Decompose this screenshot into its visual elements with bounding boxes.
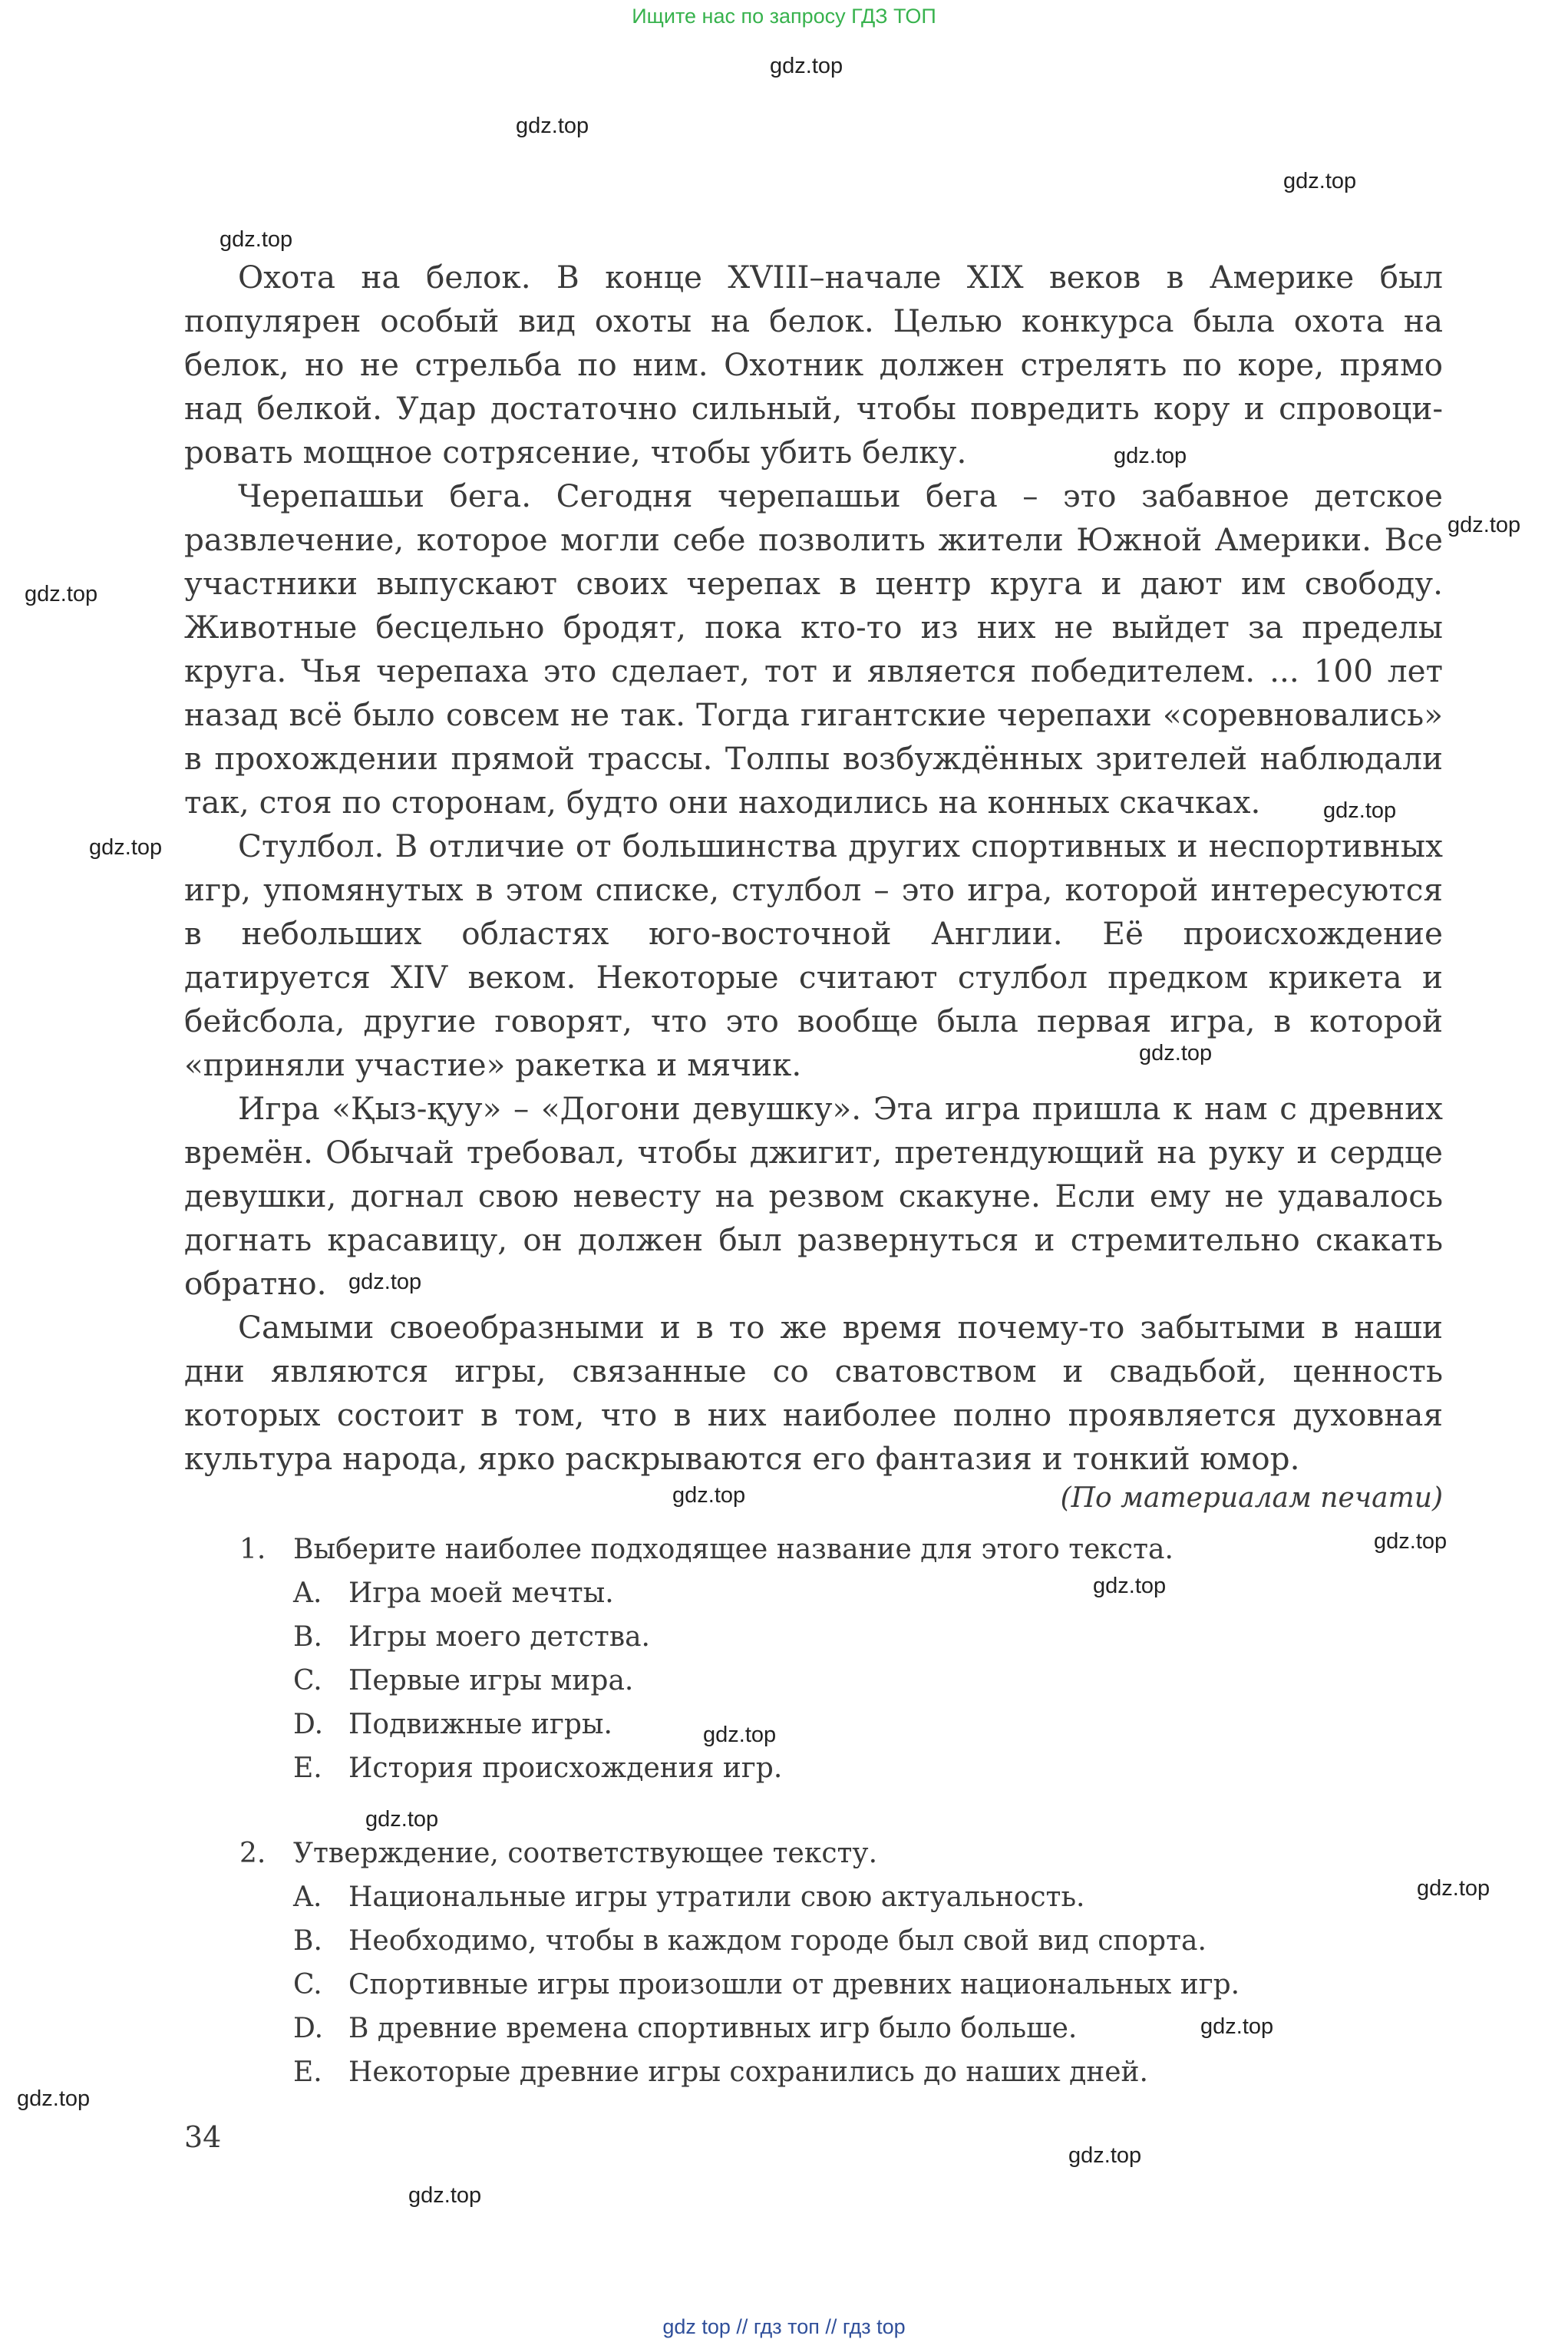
option-text: Необходимо, чтобы в каждом городе был свой вид спорта. bbox=[348, 1925, 1207, 1957]
option-letter: C. bbox=[293, 1969, 322, 2000]
watermark: gdz.top bbox=[365, 1807, 439, 1832]
watermark: gdz.top bbox=[17, 2086, 91, 2111]
watermark: gdz.top bbox=[1374, 1529, 1448, 1554]
question-number: 2. bbox=[239, 1838, 266, 1869]
watermark: gdz.top bbox=[348, 1270, 422, 1294]
option-letter: E. bbox=[293, 2057, 322, 2088]
option-letter: D. bbox=[293, 2013, 324, 2044]
option-text: Некоторые древние игры сохранились до наших дней. bbox=[348, 2057, 1148, 2088]
watermark: gdz.top bbox=[408, 2183, 482, 2208]
watermark: gdz.top bbox=[1200, 2014, 1274, 2039]
watermark: gdz.top bbox=[672, 1483, 746, 1508]
source-attribution: (По материалам печати) bbox=[1060, 1482, 1443, 1514]
option-text: Игры моего детства. bbox=[348, 1621, 650, 1653]
watermark: gdz.top bbox=[770, 54, 843, 78]
option-letter: D. bbox=[293, 1709, 324, 1740]
paragraph-squirrel-hunting: Охота на белок. В конце XVIII–начале XIX веков в Америке был популярен особый вид охоты на белок. Целью конкурса была охота на белок, но не стрельба по ним. Охотник должен стрелять по коре, прямо над белкой. Удар достаточно сильный, чтобы повредить кору и спровоцировать мощное сотрясение, чтобы убить белку. bbox=[184, 259, 1443, 471]
watermark: gdz.top bbox=[89, 835, 163, 860]
question-number: 1. bbox=[239, 1534, 266, 1565]
page-number: 34 bbox=[184, 2120, 222, 2154]
answer-option bbox=[293, 1875, 1467, 1919]
watermark: gdz.top bbox=[1093, 1574, 1167, 1598]
watermark: gdz.top bbox=[1323, 798, 1397, 823]
option-letter: A. bbox=[293, 1881, 322, 1913]
answer-option bbox=[293, 1963, 1467, 2007]
paragraph-turtle-races: Черепашьи бега. Сегодня черепашьи бега – это забавное детское развлечение, которое могли себе позволить жители Южной Америки. Все участники выпускают своих черепах в центр круга и дают им свободу. Животные бесцельно бродят, пока кто-то из них не выйдет за пределы круга. Чья черепаха это сделает, тот и является победителем. ... 100 лет назад всё было совсем не так. Тогда гигантские черепахи «соревновались» в прохождении прямой трассы. Толпы возбуждённых зрителей наблюдали так, стоя по сторонам, будто они находились на конных скачках. bbox=[184, 477, 1443, 821]
watermark: gdz.top bbox=[25, 582, 98, 606]
watermark: gdz.top bbox=[1283, 169, 1357, 193]
watermark: gdz.top bbox=[1417, 1876, 1490, 1901]
option-text: В древние времена спортивных игр было больше. bbox=[348, 2013, 1078, 2044]
answer-option bbox=[293, 1919, 1467, 1963]
top-banner[interactable]: Ищите нас по запросу ГДЗ ТОП bbox=[632, 5, 936, 28]
option-letter: B. bbox=[293, 1621, 322, 1653]
option-letter: E. bbox=[293, 1753, 322, 1784]
article-body bbox=[184, 256, 1443, 1481]
question-stem bbox=[239, 1528, 1467, 1571]
answer-option bbox=[293, 1703, 1467, 1746]
question-1 bbox=[239, 1528, 1467, 1790]
watermark: gdz.top bbox=[1068, 2143, 1142, 2168]
option-text: Спортивные игры произошли от древних национальных игр. bbox=[348, 1969, 1240, 2000]
option-letter: A. bbox=[293, 1578, 322, 1609]
question-2 bbox=[239, 1832, 1467, 2094]
answer-option bbox=[293, 2007, 1467, 2050]
option-letter: B. bbox=[293, 1925, 322, 1957]
footer-links[interactable]: gdz top // гдз топ // гдз top bbox=[662, 2315, 906, 2338]
option-text: История происхождения игр. bbox=[348, 1753, 783, 1784]
answer-option bbox=[293, 1615, 1467, 1659]
watermark: gdz.top bbox=[703, 1723, 777, 1747]
paragraph-kyz-kuu: Игра «Қыз-қуу» – «Догони девушку». Эта игра пришла к нам с древних времён. Обычай требовал, чтобы джигит, претендующий на руку и сердце девушки, догнал свою невесту на резвом скакуне. Если ему не удавалось догнать красавицу, он должен был развернуться и стремительно скакать обратно. bbox=[184, 1090, 1443, 1302]
question-text: Выберите наиболее подходящее название для этого текста. bbox=[293, 1534, 1174, 1565]
watermark: gdz.top bbox=[516, 114, 589, 138]
question-stem bbox=[239, 1832, 1467, 1875]
answer-option bbox=[293, 2050, 1467, 2094]
answer-option bbox=[293, 1746, 1467, 1790]
option-text: Игра моей мечты. bbox=[348, 1578, 614, 1609]
paragraph-conclusion: Самыми своеобразными и в то же время почему-то забытыми в наши дни являются игры, связанные со сватовством и свадьбой, ценность которых состоит в том, что в них наиболее полно проявляется духовная культура народа, ярко раскрываются его фантазия и тонкий юмор. bbox=[184, 1309, 1443, 1477]
answer-option bbox=[293, 1571, 1467, 1615]
watermark: gdz.top bbox=[220, 227, 293, 252]
watermark: gdz.top bbox=[1448, 513, 1521, 537]
option-text: Первые игры мира. bbox=[348, 1665, 634, 1696]
watermark: gdz.top bbox=[1114, 444, 1187, 468]
option-letter: C. bbox=[293, 1665, 322, 1696]
paragraph-stoolball: Стулбол. В отличие от большинства других спортивных и неспортивных игр, упомянутых в этом списке, стулбол – это игра, которой интересуются в небольших областях юго-восточной Англии. Её происхождение датируется XIV веком. Некоторые считают стулбол предком крикета и бейсбола, другие говорят, что это вообще была первая игра, в которой «приняли участие» ракетка и мячик. bbox=[184, 828, 1443, 1083]
question-text: Утверждение, соответствующее тексту. bbox=[293, 1838, 878, 1869]
option-text: Национальные игры утратили свою актуальность. bbox=[348, 1881, 1085, 1913]
answer-option bbox=[293, 1659, 1467, 1703]
watermark: gdz.top bbox=[1139, 1041, 1213, 1065]
option-text: Подвижные игры. bbox=[348, 1709, 613, 1740]
